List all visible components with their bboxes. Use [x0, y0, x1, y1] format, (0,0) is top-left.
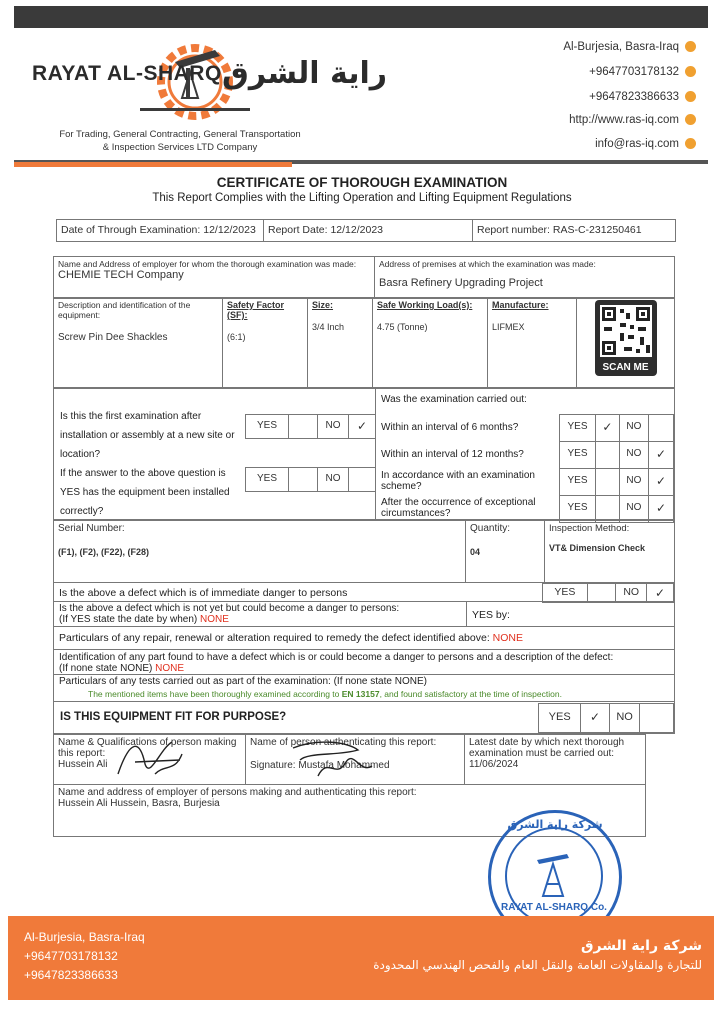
fit-no[interactable]: NO — [609, 704, 640, 733]
report-date-label: Report Date: — [268, 224, 328, 236]
first-exam-question: Is this the first examination after installation or assembly at a new site or location? — [60, 411, 235, 460]
immediate-danger-answers — [542, 583, 674, 603]
report-date-value: 12/12/2023 — [330, 224, 384, 236]
qr-code-icon — [600, 305, 652, 357]
tests-note — [88, 689, 562, 699]
contact-email[interactable] — [595, 138, 696, 150]
signature-hussein — [110, 734, 190, 784]
phone-1-text: +9647703178132 — [589, 66, 679, 78]
footer-bar — [8, 916, 714, 1000]
employer-value: CHEMIE TECH Company — [58, 269, 184, 281]
employer-cell — [54, 257, 375, 299]
defect-row-line — [54, 674, 675, 675]
exceptional-question: After the occurrence of exceptional circumstances? — [381, 497, 536, 519]
installed-yes-box[interactable] — [289, 468, 318, 492]
first-exam-yes[interactable]: YES — [246, 415, 289, 439]
phone-2-text: +9647823386633 — [589, 91, 679, 103]
installed-correctly-question: If the answer to the above question is YES has the equipment been installed correctly? — [60, 468, 230, 517]
manufacture-cell — [488, 298, 577, 388]
tests-note-standard: EN 13157 — [341, 689, 380, 699]
within-6-yes-check[interactable]: ✓ — [596, 415, 620, 442]
within-12-yes-box[interactable] — [596, 442, 620, 469]
employer-persons-label: Name and address of employer of persons making and authenticating this report: — [58, 787, 417, 798]
identification-line-1: Identification of any part found to have a defect which is or could become a danger to persons and a description of the defect: — [59, 652, 614, 663]
contact-website[interactable] — [569, 114, 696, 126]
address-text: Al-Burjesia, Basra-Iraq — [563, 41, 679, 53]
safety-factor-value: (6:1) — [227, 332, 246, 342]
inspection-method-label: Inspection Method: — [549, 523, 630, 534]
qr-code[interactable] — [595, 300, 657, 376]
safety-factor-label: Safety Factor (SF): — [227, 300, 285, 320]
exceptional-no-check[interactable]: ✓ — [649, 496, 674, 523]
exam-date-cell — [57, 220, 264, 242]
authenticator-label: Name of person authenticating this report: — [250, 737, 437, 748]
globe-icon — [685, 114, 696, 125]
meta-table — [56, 219, 676, 242]
next-exam-cell — [465, 735, 646, 785]
first-exam-answers — [245, 414, 376, 439]
footer-phone-2: +9647823386633 — [24, 968, 118, 982]
repair-label: Particulars of any repair, renewal or alteration required to remedy the defect identified above: — [59, 632, 490, 644]
scheme-yes[interactable]: YES — [560, 469, 596, 496]
email-link[interactable]: info@ras-iq.com — [595, 138, 679, 150]
footer-name-ar: شركة راية الشرق — [581, 938, 702, 954]
equipment-table — [53, 297, 675, 388]
certificate-title: CERTIFICATE OF THOROUGH EXAMINATION — [216, 175, 508, 190]
immediate-yes[interactable]: YES — [543, 584, 588, 603]
within-12-no[interactable]: NO — [619, 442, 648, 469]
phone-icon — [685, 66, 696, 77]
employer-label: Name and Address of employer for whom the thorough examination was made: — [58, 259, 357, 269]
future-danger-none: NONE — [200, 614, 229, 625]
scheme-no-check[interactable]: ✓ — [649, 469, 674, 496]
exceptional-yes[interactable]: YES — [560, 496, 596, 523]
future-danger-question — [59, 603, 399, 625]
identification-none: NONE — [155, 663, 185, 674]
future-danger-line-2: (If YES state the date by when) — [59, 614, 198, 625]
maker-value: Hussein Ali — [58, 759, 108, 770]
scheme-no[interactable]: NO — [619, 469, 648, 496]
tagline-line-2: & Inspection Services LTD Company — [102, 142, 258, 153]
size-value: 3/4 Inch — [312, 322, 345, 332]
premises-cell — [375, 257, 675, 299]
qr-cell — [577, 298, 675, 388]
size-cell — [308, 298, 373, 388]
fit-purpose-question: IS THIS EQUIPMENT FIT FOR PURPOSE? — [60, 711, 287, 723]
report-date-cell — [264, 220, 473, 242]
employer-table — [53, 256, 675, 299]
exceptional-no[interactable]: NO — [619, 496, 648, 523]
repair-none: NONE — [492, 632, 524, 644]
immediate-yes-box[interactable] — [587, 584, 616, 603]
future-danger-line-1: Is the above a defect which is not yet but could become a danger to persons: — [59, 603, 400, 614]
scheme-question: In accordance with an examination scheme? — [381, 470, 535, 492]
fit-purpose-row — [53, 702, 675, 734]
serial-cell — [54, 521, 466, 583]
scan-me-label: SCAN ME — [602, 362, 649, 373]
tests-note-part-b: , and found satisfactory at the time of inspection. — [379, 689, 562, 699]
phone-icon — [685, 91, 696, 102]
footer-arabic — [373, 938, 702, 972]
contact-phone-1 — [589, 66, 696, 78]
signature-mustafa — [288, 736, 378, 782]
immediate-no[interactable]: NO — [616, 584, 647, 603]
company-tagline — [30, 128, 330, 154]
maker-label: Name & Qualifications of person making this report: — [58, 737, 237, 759]
header-top-bar — [14, 6, 708, 28]
defects-block — [53, 582, 675, 702]
swl-value: 4.75 (Tonne) — [377, 322, 428, 332]
scheme-yes-box[interactable] — [596, 469, 620, 496]
carried-out-question: Was the examination carried out: — [381, 394, 527, 405]
first-exam-no[interactable]: NO — [318, 415, 349, 439]
immediate-no-check[interactable]: ✓ — [647, 584, 674, 603]
within-12-no-check[interactable]: ✓ — [649, 442, 674, 469]
fit-purpose-answers — [538, 703, 674, 733]
stamp-text-ar: شركة راية الشرق — [507, 818, 603, 831]
footer-address: Al-Burjesia, Basra-Iraq — [24, 930, 145, 944]
within-6-months-question: Within an interval of 6 months? — [381, 422, 519, 433]
exam-date-value: 12/12/2023 — [203, 224, 256, 236]
stamp-text-en: RAYAT AL-SHARQ Co. — [501, 902, 607, 913]
premises-value: Basra Refinery Upgrading Project — [379, 277, 543, 289]
serial-value: (F1), (F2), (F22), (F28) — [58, 547, 150, 557]
fit-yes-check[interactable]: ✓ — [581, 704, 609, 733]
quantity-label: Quantity: — [470, 523, 511, 534]
within-6-no[interactable]: NO — [619, 415, 648, 442]
mail-icon — [685, 138, 696, 149]
first-exam-yes-box[interactable] — [289, 415, 318, 439]
report-number-value: RAS-C-231250461 — [552, 224, 642, 236]
next-exam-label: Latest date by which next thorough examination must be carried out: — [469, 737, 625, 759]
footer-contacts — [24, 928, 145, 985]
fit-yes[interactable]: YES — [539, 704, 581, 733]
certificate-subtitle: This Report Complies with the Lifting Operation and Lifting Equipment Regulations — [152, 192, 572, 204]
inspection-method-value: VT& Dimension Check — [549, 543, 646, 553]
yes-by-label: YES by: — [472, 609, 510, 621]
contact-address — [563, 41, 696, 53]
exceptional-yes-box[interactable] — [596, 496, 620, 523]
next-exam-value: 11/06/2024 — [469, 759, 519, 770]
inspection-method-cell — [545, 521, 675, 583]
installed-no-box[interactable] — [349, 468, 376, 492]
premises-label: Address of premises at which the examination was made: — [379, 259, 596, 269]
tagline-line-1: For Trading, General Contracting, General Transportation — [59, 129, 301, 140]
footer-desc-ar: للتجارة والمقاولات العامة والنقل العام والفحص الهندسي المحدودة — [373, 958, 702, 972]
within-6-yes[interactable]: YES — [560, 415, 596, 442]
company-name-en: RAYAT AL-SHARQ — [32, 62, 222, 85]
equipment-desc-value: Screw Pin Dee Shackles — [58, 332, 168, 343]
footer-phone-1: +9647703178132 — [24, 949, 118, 963]
within-12-months-question: Within an interval of 12 months? — [381, 449, 524, 460]
identification-row — [59, 652, 613, 674]
questions-block — [53, 388, 675, 520]
within-12-yes[interactable]: YES — [560, 442, 596, 469]
tests-label: Particulars of any tests carried out as part of the examination: (If none state NONE) — [59, 676, 427, 687]
first-exam-no-check[interactable]: ✓ — [349, 415, 376, 439]
exam-date-label: Date of Through Examination: — [61, 224, 201, 236]
contact-phone-2 — [589, 91, 696, 103]
quantity-cell — [466, 521, 545, 583]
tests-note-part-a: The mentioned items have been thoroughly examined according to — [88, 689, 342, 699]
within-6-no-box[interactable] — [649, 415, 674, 442]
installed-correctly-answers — [245, 467, 376, 492]
report-number-cell — [473, 220, 676, 242]
swl-label: Safe Working Load(s): — [377, 300, 473, 310]
size-label: Size: — [312, 300, 334, 310]
header-divider — [14, 160, 708, 167]
equipment-desc-label: Description and identification of the equipment: — [58, 300, 191, 320]
report-number-label: Report number: — [477, 224, 550, 236]
questions-divider — [375, 389, 376, 520]
serial-label: Serial Number: — [58, 523, 125, 534]
manufacture-label: Manufacture: — [492, 300, 549, 310]
authenticator-value: Signature: Mustafa Mohammed — [250, 760, 390, 771]
serial-table — [53, 520, 675, 583]
defect-row-line — [54, 626, 675, 627]
defect-row-line — [54, 601, 675, 602]
installed-yes[interactable]: YES — [246, 468, 289, 492]
employer-persons-value: Hussein Ali Hussein, Basra, Burjesia — [58, 798, 220, 809]
quantity-value: 04 — [470, 547, 481, 557]
equipment-desc-cell — [54, 298, 223, 388]
stamp-derrick-icon — [533, 850, 573, 900]
location-icon — [685, 41, 696, 52]
defect-col-line — [466, 601, 467, 626]
company-name-ar: راية الشرق — [222, 56, 388, 91]
installed-no[interactable]: NO — [318, 468, 349, 492]
repair-row — [59, 632, 523, 644]
website-link[interactable]: http://www.ras-iq.com — [569, 114, 679, 126]
swl-cell — [373, 298, 488, 388]
safety-factor-cell — [223, 298, 308, 388]
manufacture-value: LIFMEX — [492, 322, 525, 332]
immediate-danger-question: Is the above a defect which is of immediate danger to persons — [59, 587, 348, 599]
interval-answers — [559, 414, 674, 523]
defect-row-line — [54, 649, 675, 650]
fit-no-box[interactable] — [640, 704, 674, 733]
identification-line-2: (If none state NONE) — [59, 663, 153, 674]
